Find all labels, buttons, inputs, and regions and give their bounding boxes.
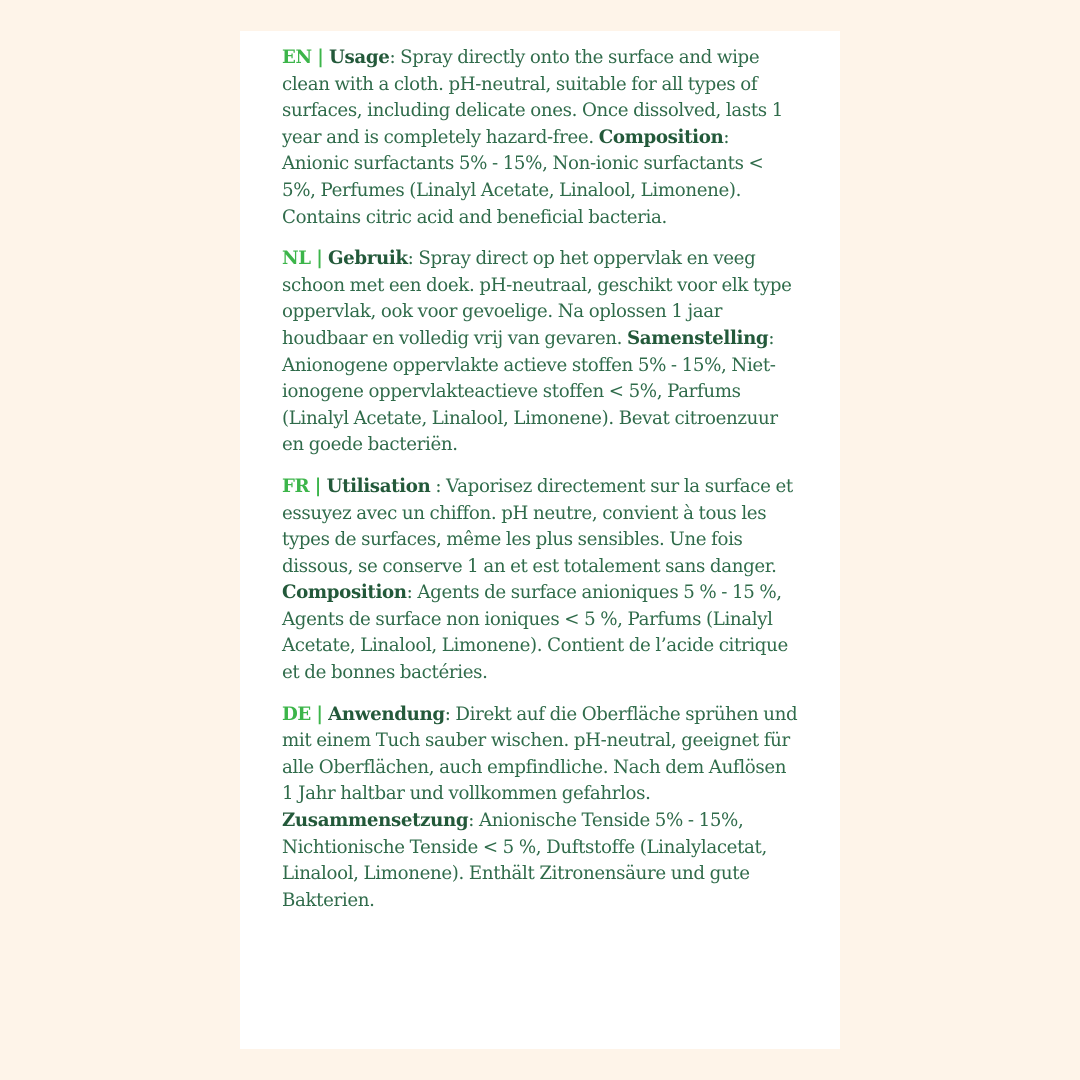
language-separator: | — [309, 475, 327, 497]
usage-colon: : — [444, 703, 451, 725]
usage-text: Direkt auf die Oberfläche sprühen und mit einem Tuch sauber wischen. pH-neutral, geeignet für alle Oberflächen, auch empfindliche. Nach dem Auflösen 1 Jahr haltbar und vollkommen gefahrlos. — [282, 703, 798, 805]
usage-colon: : — [389, 47, 396, 68]
composition-colon: : — [406, 582, 413, 604]
composition-label: Samenstelling — [627, 327, 769, 349]
section-nl — [282, 246, 800, 459]
language-code: EN — [282, 47, 312, 68]
section-en — [282, 45, 800, 231]
language-separator: | — [310, 248, 328, 270]
composition-text: Anionic surfactants 5% - 15%, Non-ionic surfactants < 5%, Perfumes (Linalyl Acetate, Linalool, Limonene). Contains citric acid and beneficial bacteria. — [282, 153, 764, 228]
language-separator: | — [310, 703, 329, 725]
composition-text: Agents de surface anioniques 5 % - 15 %, Agents de surface non ioniques < 5 %, Parfums (Linalyl Acetate, Linalool, Limonene). Contient de l’acide citrique et de bonnes bactéries. — [282, 582, 788, 684]
composition-colon: : — [723, 126, 730, 148]
usage-colon: : — [430, 475, 442, 497]
usage-label: Utilisation — [326, 475, 431, 497]
composition-label: Composition — [598, 126, 724, 148]
composition-label: Composition — [282, 582, 407, 604]
usage-label: Usage — [329, 47, 390, 68]
language-code: DE — [282, 703, 311, 725]
section-de — [282, 702, 800, 915]
usage-text: Spray direct op het oppervlak en veeg schoon met een doek. pH-neutraal, geschikt voor elk type oppervlak, ook voor gevoelige. Na oplossen 1 jaar houdbaar en volledig vrij van gevaren. — [282, 248, 792, 349]
section-fr — [282, 474, 800, 687]
usage-label: Gebruik — [327, 248, 408, 270]
usage-label: Anwendung — [328, 703, 445, 725]
language-separator: | — [311, 47, 330, 68]
usage-text: Vaporisez directement sur la surface et essuyez avec un chiffon. pH neutre, convient à tous les types de surfaces, même les plus sensibles. Une fois dissous, se conserve 1 an et est totalement sans danger. — [282, 475, 793, 577]
label-card — [240, 31, 840, 1049]
language-code: FR — [282, 475, 310, 497]
usage-text: Spray directly onto the surface and wipe clean with a cloth. pH-neutral, suitable for all types of surfaces, including delicate ones. Once dissolved, lasts 1 year and is completely hazard-free. — [282, 47, 783, 148]
composition-text: Anionische Tenside 5% - 15%, Nichtionische Tenside < 5 %, Duftstoffe (Linalylacetat, Linalool, Limonene). Enthält Zitronensäure und gute Bakterien. — [282, 810, 767, 911]
language-code: NL — [282, 248, 311, 270]
composition-colon: : — [768, 327, 775, 349]
composition-label: Zusammensetzung — [282, 810, 469, 832]
composition-colon: : — [468, 810, 475, 832]
composition-text: Anionogene oppervlakte actieve stoffen 5% - 15%, Niet-ionogene oppervlakteactieve stoffen < 5%, Parfums (Linalyl Acetate, Linalool, Limonene). Bevat citroenzuur en goede bacteriën. — [282, 354, 778, 456]
usage-colon: : — [407, 248, 414, 270]
